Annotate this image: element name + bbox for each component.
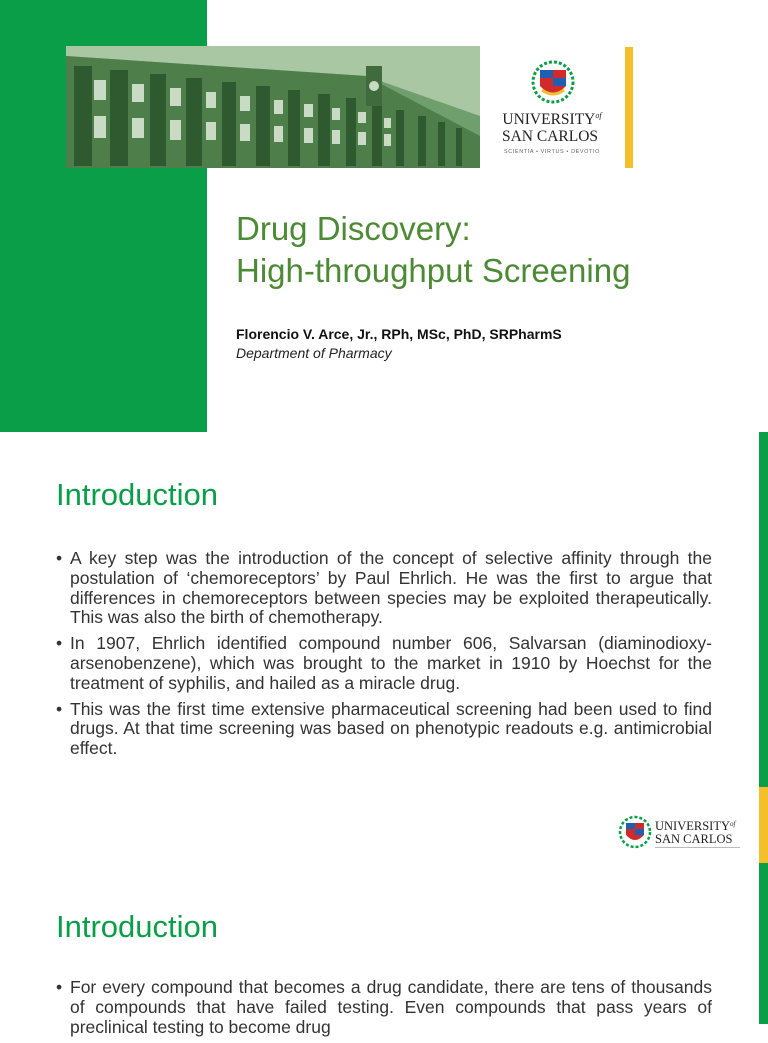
introduction-slide-2	[0, 865, 768, 1037]
university-crest-icon	[488, 60, 620, 160]
title-line-2: High-throughput Screening	[236, 252, 631, 289]
university-crest-icon	[620, 817, 650, 847]
logo-university-text: $UNIVERSITY^{of}$	[655, 819, 736, 833]
list-item: • In 1907, Ehrlich identified compound number 606, Salvarsan (diaminodioxy-arsenobenzene), which was brought to the market in 1910 by Hoechst for the treatment of syphilis, and hailed as a miracle drug.	[56, 633, 712, 693]
list-item: • For every compound that becomes a drug candidate, there are tens of thousands of compounds that have failed testing. Even compounds that pass years of preclinical testing to become drug	[56, 977, 712, 1037]
logo-motto: SCIENTIA • VIRTUS • DEVOTIO	[503, 149, 601, 155]
bullet-dot: •	[56, 977, 63, 997]
gold-side-strip	[759, 787, 768, 863]
list-item: • A key step was the introduction of the concept of selective affinity through the postulation of ‘chemoreceptors’ by Paul Ehrlich. He was the first to argue that differences in chemoreceptors between species may be exploited therapeutically. This was also the birth of chemotherapy.	[56, 548, 712, 628]
bullet-dot: •	[56, 633, 63, 654]
university-logo-small	[617, 813, 749, 853]
bullet-dot: •	[56, 548, 63, 568]
presentation-title	[236, 208, 736, 292]
department-name: Department of Pharmacy	[236, 345, 392, 361]
green-side-strip	[759, 865, 768, 1024]
slide-heading: Introduction	[56, 477, 218, 512]
list-item: • This was the first time extensive pharmaceutical screening had been used to find drugs. At that time screening was based on phenotypic readouts e.g. antimicrobial effect.	[56, 698, 712, 759]
logo-san-carlos-text: SAN CARLOS	[655, 832, 733, 846]
campus-building-photo	[66, 46, 480, 168]
bullet-dot: •	[56, 698, 63, 719]
title-slide	[0, 0, 768, 432]
logo-san-carlos-text: SAN CARLOS	[501, 128, 599, 145]
bullet-list	[56, 978, 712, 1043]
gold-accent-bar	[625, 47, 633, 168]
bullet-list	[56, 549, 712, 765]
slide-heading: Introduction	[56, 909, 218, 944]
logo-university-text: $UNIVERSITY^{of}$	[502, 111, 602, 128]
author-name: Florencio V. Arce, Jr., RPh, MSc, PhD, SRPharmS	[236, 326, 562, 342]
university-logo	[488, 60, 620, 160]
title-line-1: Drug Discovery:	[236, 210, 471, 247]
introduction-slide-1	[0, 432, 768, 865]
